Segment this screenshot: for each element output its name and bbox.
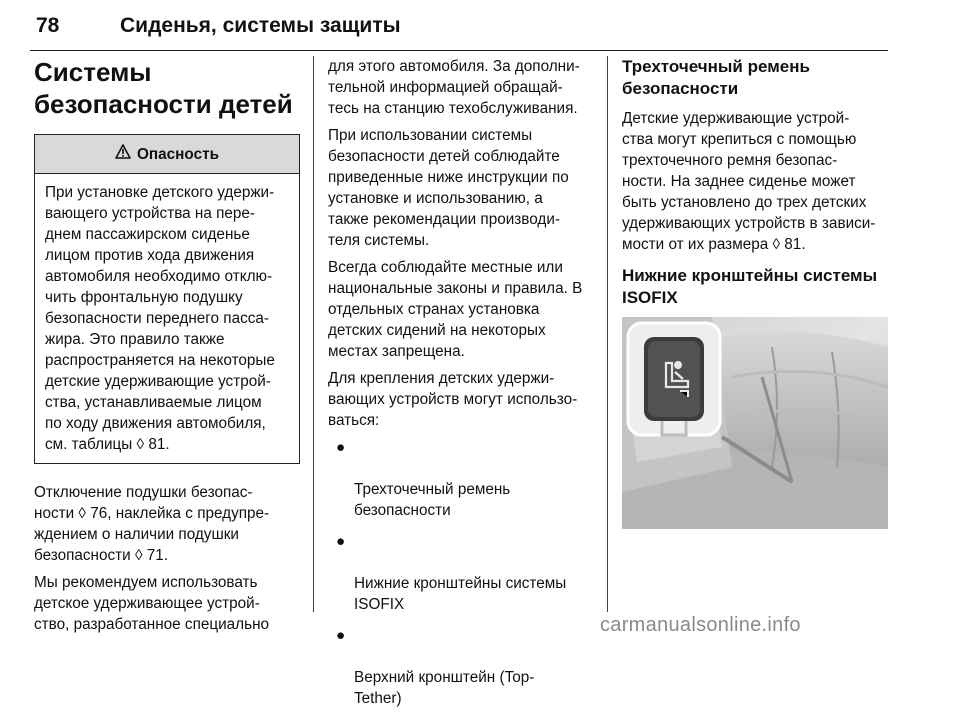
bullet-list	[328, 437, 594, 709]
isofix-photo	[622, 317, 888, 529]
list-item	[328, 625, 594, 709]
section-heading: Нижние кронштейны системы ISOFIX	[622, 266, 878, 307]
paragraph: Для крепления детских удержи- вающих устройств могут использо- ваться:	[328, 370, 578, 429]
warning-box	[34, 134, 300, 464]
list-item-text: Верхний кронштейн (Top- Tether)	[354, 669, 535, 707]
section-heading: Трехточечный ремень безопасности	[622, 57, 810, 98]
column-left	[34, 56, 300, 641]
page-header	[30, 6, 888, 46]
column-right	[622, 56, 888, 529]
section-title: Сиденья, системы защиты	[120, 14, 401, 37]
list-item-text: Трехточечный ремень безопасности	[354, 481, 511, 519]
paragraph: Всегда соблюдайте местные или национальные законы и правила. В отдельных странах установка детских сидений на некоторых местах запрещена.	[328, 259, 583, 360]
page-number: 78	[36, 14, 60, 37]
paragraph: При использовании системы безопасности детей соблюдайте приведенные ниже инструкции по установке и использованию, а также рекомендации производи- теля системы.	[328, 127, 569, 249]
warning-text: При установке детского удержи- вающего устройства на пере- днем пассажирском сиденье лицом против хода движения автомобиля необходимо отклю- чить фронтальную подушку безопасности переднего пасса- жира. Это правило также распространяется на некоторые детские удерживающие устрой- ства, устанавливаемые лицом по ходу движения автомобиля, см. таблицы ◊ 81.	[45, 184, 275, 453]
paragraph: Мы рекомендуем использовать детское удерживающее устрой- ство, разработанное специально	[34, 574, 270, 633]
list-item	[328, 437, 594, 521]
bullet-icon: ●	[336, 439, 346, 456]
warning-header	[35, 135, 299, 174]
paragraph: Детские удерживающие устрой- ства могут крепиться с помощью трехточечного ремня безопас- ности. На заднее сиденье может быть установлено до трех детских удерживающих устройств в зависи- мости от их размера ◊ 81.	[622, 110, 876, 253]
column-divider	[313, 56, 314, 612]
paragraph: для этого автомобиля. За дополни- тельной информацией обращай- тесь на станцию техобслуживания.	[328, 58, 580, 117]
page-title: Системы безопасности детей	[34, 57, 293, 119]
list-item-text: Нижние кронштейны системы ISOFIX	[354, 575, 567, 613]
warning-label: Опасность	[137, 145, 219, 163]
warning-triangle-icon	[115, 144, 131, 165]
column-divider	[607, 56, 608, 612]
header-rule	[30, 50, 888, 51]
column-middle	[328, 56, 594, 719]
bullet-icon: ●	[336, 627, 346, 644]
paragraph: Отключение подушки безопас- ности ◊ 76, наклейка с предупре- ждением о наличии подушки безопасности ◊ 71.	[34, 484, 270, 564]
list-item	[328, 531, 594, 615]
bullet-icon: ●	[336, 533, 346, 550]
watermark: carmanualsonline.info	[600, 614, 801, 636]
